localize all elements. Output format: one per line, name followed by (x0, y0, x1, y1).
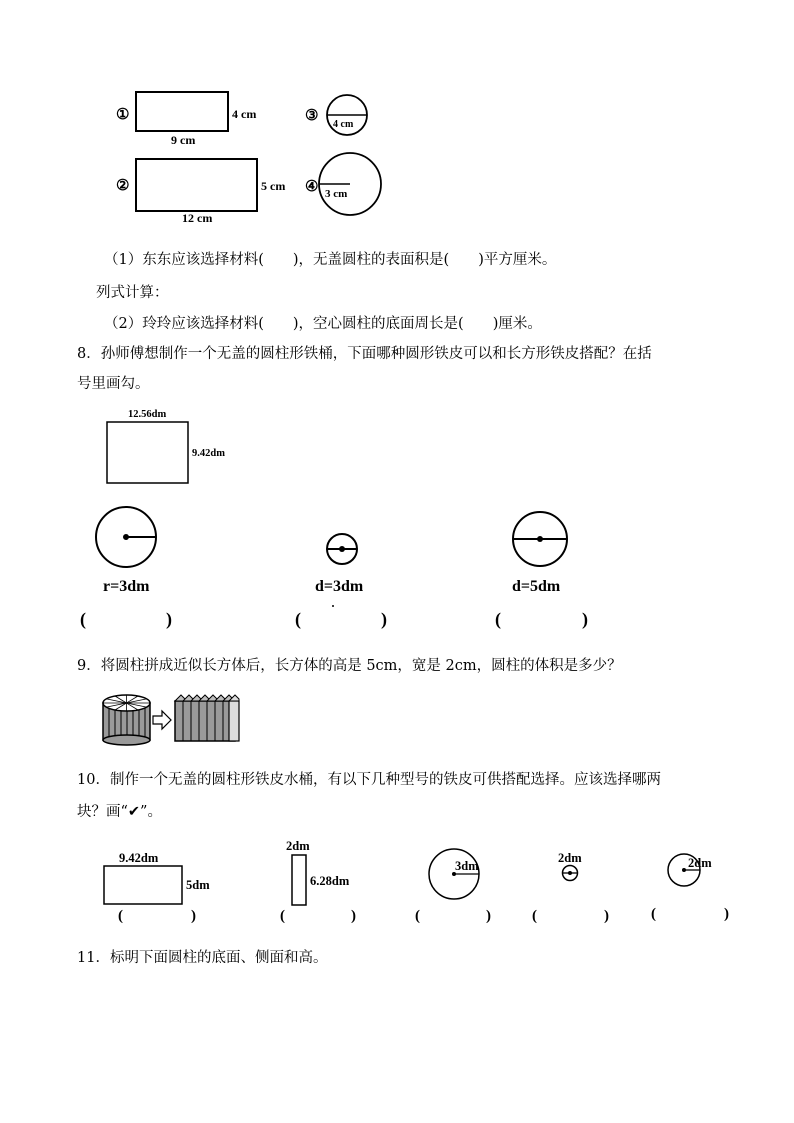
q8-answer-3-open[interactable]: ( (495, 609, 501, 629)
q8-answer-2-open[interactable]: ( (295, 609, 301, 629)
material-2-height: 5 cm (261, 179, 286, 193)
material-2-rect (136, 159, 257, 211)
q10-line2: 块？画“✔”。 (77, 804, 162, 820)
q10-answer-4-close: ) (604, 908, 609, 924)
q10-tall-rect-figure (286, 839, 350, 905)
q7-calc-label: 列式计算： (96, 285, 169, 301)
q10-answer-3-open[interactable]: ( (415, 908, 420, 924)
q10-rect-height: 5dm (186, 878, 210, 892)
q10-answer-4-open[interactable]: ( (532, 908, 537, 924)
q8-rect (107, 422, 188, 483)
material-1-figure (116, 92, 256, 147)
q8-answer-2-close: ) (381, 609, 387, 629)
material-1-rect (136, 92, 228, 131)
q10-answer-2-close: ) (351, 908, 356, 924)
material-1-height: 4 cm (232, 107, 257, 121)
q8-answer-3-close: ) (582, 609, 588, 629)
q11-text: 11．标明下面圆柱的底面、侧面和高。 (77, 950, 328, 966)
q10-rect-figure (104, 851, 210, 904)
material-1-marker: ① (116, 107, 130, 123)
material-3-figure (305, 95, 367, 135)
q8-line1: 8．孙师傅想制作一个无盖的圆柱形铁桶，下面哪种圆形铁皮可以和长方形铁皮搭配？在括 (77, 346, 652, 362)
q8-rect-height: 9.42dm (192, 448, 225, 459)
material-4-radius: 3 cm (325, 188, 348, 200)
q10-rect-width: 9.42dm (119, 851, 159, 865)
q10-answer-1-open[interactable]: ( (118, 908, 123, 924)
q8-answer-1-open[interactable]: ( (80, 609, 86, 629)
q9-cylinder-figure (103, 695, 239, 745)
q10-rect (104, 866, 182, 904)
material-4-figure (305, 153, 381, 215)
q10-tall-rect (292, 855, 306, 905)
material-3-marker: ③ (305, 108, 319, 124)
q10-answer-1-close: ) (191, 908, 196, 924)
q8-rect-figure (107, 409, 225, 483)
q10-circle-1-figure (429, 849, 479, 899)
q8-option-2-figure (315, 534, 364, 607)
q8-option-2-label: d=3dm (315, 578, 364, 595)
q8-rect-width: 12.56dm (128, 409, 167, 420)
q8-answer-1-close: ) (166, 609, 172, 629)
q7-part1: （1）东东应该选择材料( )，无盖圆柱的表面积是( )平方厘米。 (104, 252, 557, 268)
q8-option-3-figure (512, 512, 567, 595)
q10-answer-2-open[interactable]: ( (280, 908, 285, 924)
q10-circle-3-label: 2dm (688, 856, 712, 870)
material-2-marker: ② (116, 178, 130, 194)
q10-circle-2-label: 2dm (558, 851, 582, 865)
material-1-width: 9 cm (171, 133, 196, 147)
q10-answer-5-open[interactable]: ( (651, 906, 656, 922)
q10-circle-2-figure (558, 851, 582, 881)
q10-answer-3-close: ) (486, 908, 491, 924)
material-2-figure (116, 159, 285, 225)
material-4-marker: ④ (305, 179, 319, 195)
q10-answer-5-close: ) (724, 906, 729, 922)
q9-text: 9．将圆柱拼成近似长方体后，长方体的高是 5cm，宽是 2cm，圆柱的体积是多少？ (77, 658, 622, 674)
material-2-width: 12 cm (182, 211, 213, 225)
q10-circle-3-figure (668, 854, 712, 886)
q7-part2: （2）玲玲应该选择材料( )，空心圆柱的底面周长是( )厘米。 (104, 316, 542, 332)
q8-option-1-label: r=3dm (103, 578, 150, 595)
q10-line1: 10．制作一个无盖的圆柱形铁皮水桶，有以下几种型号的铁皮可供搭配选择。应该选择哪两 (77, 772, 661, 788)
q10-tall-width: 2dm (286, 839, 310, 853)
q10-circle-1-label: 3dm (455, 859, 479, 873)
q10-tall-height: 6.28dm (310, 874, 350, 888)
q8-option-1-figure (96, 507, 156, 595)
material-3-diameter: 4 cm (333, 119, 354, 130)
q8-option-3-label: d=5dm (512, 578, 561, 595)
q8-line2: 号里画勾。 (77, 376, 150, 392)
